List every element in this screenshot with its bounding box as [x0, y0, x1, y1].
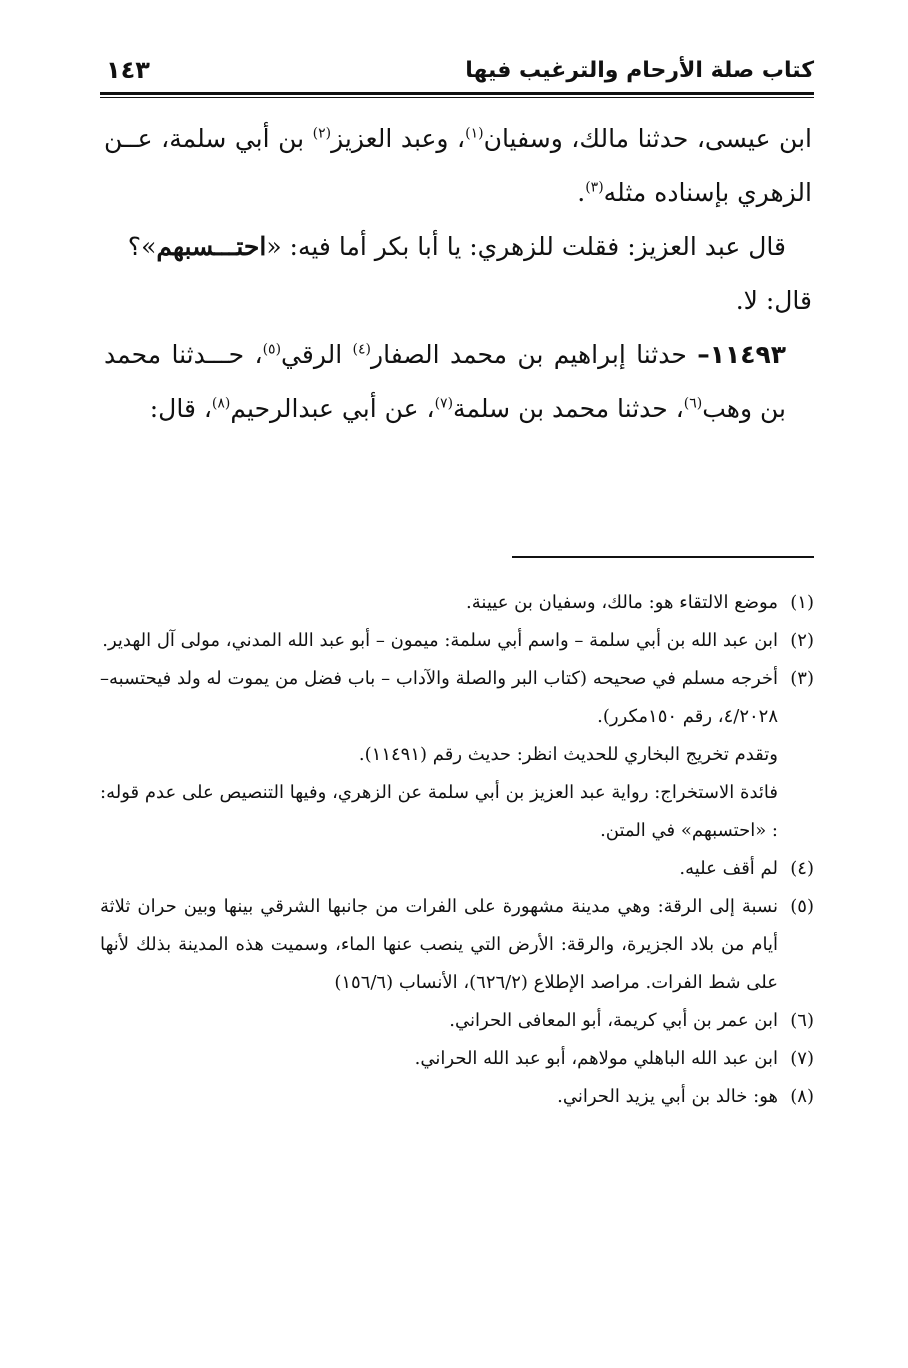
footnote-ref-8: (٨)	[211, 395, 231, 412]
footnote-separator	[512, 556, 814, 558]
text-run: ابن عيسى، حدثنا مالك، وسفيان	[483, 124, 812, 153]
footnote-mark: (٣)	[790, 668, 814, 689]
footnote-text: ابن عمر بن أبي كريمة، أبو المعافى الحراني.	[449, 1010, 778, 1031]
footnote-ref-5: (٥)	[262, 341, 282, 358]
paragraph-2	[104, 220, 812, 274]
footnote-mark: (١)	[790, 592, 814, 613]
text-run: ، حـــدثنا محمد بن وهب	[104, 340, 786, 423]
footnote-ref-4: (٤)	[352, 341, 372, 358]
footnote-mark: (٢)	[790, 630, 814, 651]
paragraph-3: قال: لا.	[735, 286, 812, 315]
footnote-ref-6: (٦)	[683, 395, 703, 412]
footnote-text: موضع الالتقاء هو: مالك، وسفيان بن عيينة.	[466, 592, 778, 613]
footnote-mark: (٦)	[790, 1010, 814, 1031]
footnote-mark: (٥)	[790, 896, 814, 917]
main-text	[104, 112, 812, 436]
text-run: .	[577, 178, 586, 207]
footnote-text: لم أقف عليه.	[679, 858, 778, 879]
page-number: ١٤٣	[106, 56, 150, 84]
footnote-1	[100, 584, 814, 622]
footnote-ref-2: (٢)	[312, 125, 332, 142]
hadith-number: ١١٤٩٣–	[697, 340, 786, 369]
text-run: ، حدثنا محمد بن سلمة	[453, 394, 684, 423]
text-run: ، عن أبي عبدالرحيم	[230, 394, 435, 423]
footnote-5	[100, 888, 814, 1002]
quoted-word: احتـــسبهم	[156, 232, 267, 261]
footnote-3-continuation: فائدة الاستخراج: رواية عبد العزيز بن أبي سلمة عن الزهري، وفيها التنصيص على عدم قوله: : «احتسبهم» في المتن.	[100, 782, 778, 841]
running-header	[100, 56, 814, 90]
footnote-mark: (٨)	[790, 1086, 814, 1107]
footnotes	[100, 584, 814, 1116]
text-run: قال عبد العزيز: فقلت للزهري: يا أبا بكر أما فيه: «	[266, 232, 786, 261]
footnote-7	[100, 1040, 814, 1078]
footnote-mark: (٧)	[790, 1048, 814, 1069]
text-run: حدثنا إبراهيم بن محمد الصفار	[371, 340, 698, 369]
footnote-text: نسبة إلى الرقة: وهي مدينة مشهورة على الفرات من جانبها الشرقي بينها وبين حران ثلاثة أيام من بلاد الجزيرة، والرقة: الأرض التي ينصب عنها الماء، وسميت هذه المدينة بذلك لأنها على شط الفرات. مراصد الإطلاع (٦٢٦/٢)، الأنساب (١٥٦/٦)	[100, 896, 778, 993]
footnote-text: ابن عبد الله الباهلي مولاهم، أبو عبد الله الحراني.	[414, 1048, 778, 1069]
footnote-3	[100, 660, 814, 736]
footnote-text: ابن عبد الله بن أبي سلمة – واسم أبي سلمة: ميمون – أبو عبد الله المدني، مولى آل الهدير.	[102, 630, 778, 651]
header-rule	[100, 92, 814, 98]
text-run: الرقي	[281, 340, 353, 369]
footnote-ref-1: (١)	[465, 125, 484, 142]
footnote-4	[100, 850, 814, 888]
footnote-text: أخرجه مسلم في صحيحه (كتاب البر والصلة والآداب – باب فضل من يموت له ولد فيحتسبه– ٤/٢٠٢٨، رقم ١٥٠مكرر).	[100, 668, 779, 727]
paragraph-1	[104, 112, 812, 220]
footnote-mark: (٤)	[790, 858, 814, 879]
footnote-ref-7: (٧)	[434, 395, 454, 412]
paragraph-4	[104, 328, 812, 436]
text-run: »؟	[127, 232, 157, 261]
text-run: ، قال:	[149, 394, 212, 423]
footnote-ref-3: (٣)	[585, 179, 604, 196]
footnote-text: هو: خالد بن أبي يزيد الحراني.	[557, 1086, 778, 1107]
footnote-8	[100, 1078, 814, 1116]
text-run: بن أبي سلمة، عــن الزهري بإسناده مثله	[104, 124, 812, 207]
footnote-3-continuation: وتقدم تخريج البخاري للحديث انظر: حديث رقم (١١٤٩١).	[358, 744, 778, 765]
footnote-6	[100, 1002, 814, 1040]
footnote-2	[100, 622, 814, 660]
text-run: ، وعبد العزيز	[331, 124, 466, 153]
header-title: كتاب صلة الأرحام والترغيب فيها	[465, 58, 814, 83]
